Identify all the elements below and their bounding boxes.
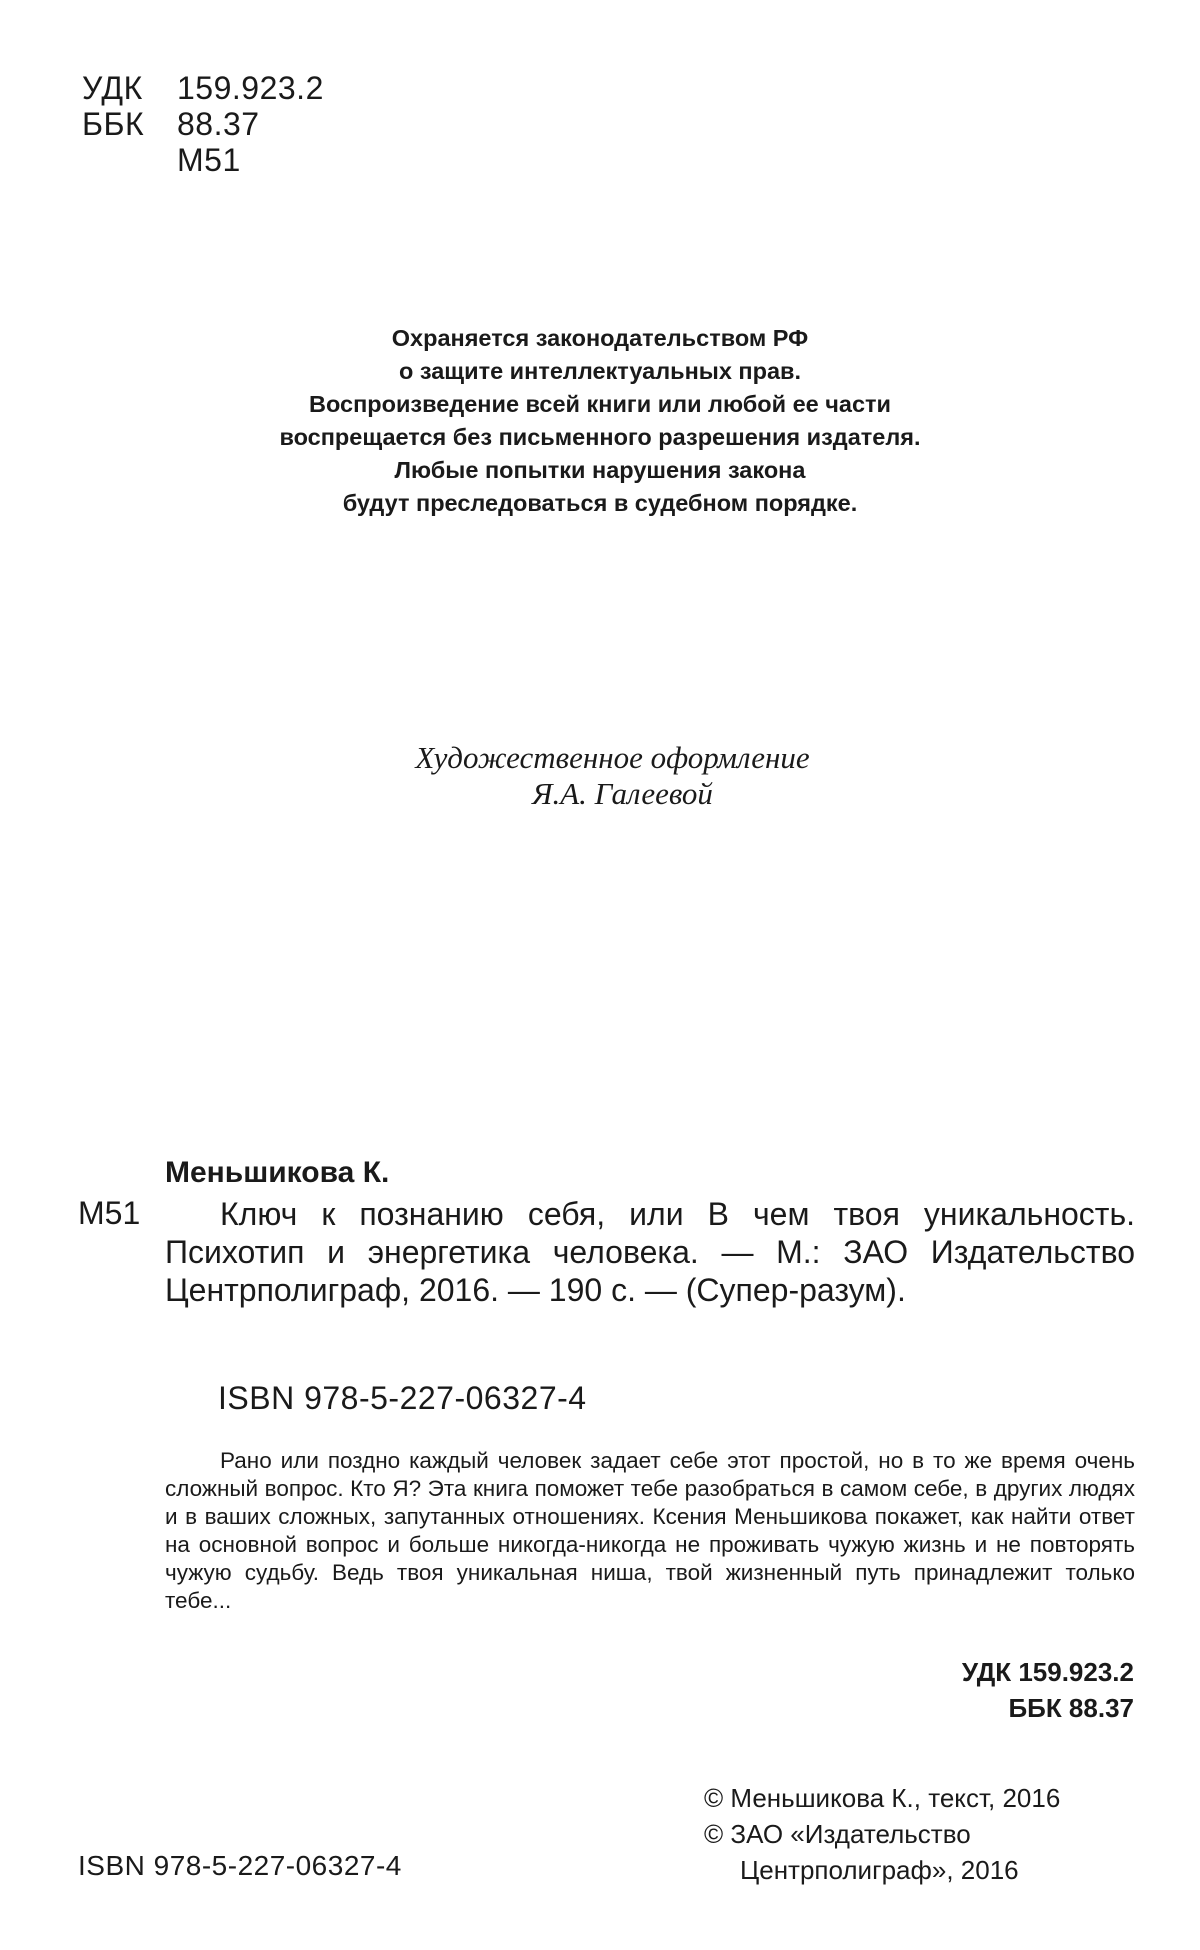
notice-line: Охраняется законодательством РФ: [391, 325, 809, 351]
copyright-publisher-cont: Центрполиграф», 2016: [740, 1855, 1019, 1885]
catalog-isbn: ISBN 978-5-227-06327-4: [218, 1380, 587, 1416]
notice-line: Любые попытки нарушения закона: [394, 457, 806, 483]
author-sign: М51: [177, 142, 241, 178]
copyright-holders: [704, 1780, 1060, 1888]
bbk-code: ББК 88.37: [1008, 1693, 1134, 1723]
catalog-code: М51: [78, 1195, 141, 1231]
annotation-text: Рано или поздно каждый человек задает себе этот простой, но в то же время очень сложный вопрос. Кто Я? Эта книга поможет тебе разобраться в самом себе, в других людях и в ваших сложных, запутанных отношениях. Ксения Меньшикова покажет, как найти ответ на основной вопрос и больше никогда-никогда не проживать чужую жизнь и не повторять чужую судьбу. Ведь твоя уникальная ниша, твой жизненный путь принадлежит только тебе...: [165, 1448, 1135, 1613]
classification-block: [962, 1654, 1134, 1726]
notice-line: будут преследоваться в судебном порядке.: [342, 490, 858, 516]
copyright-notice: [0, 322, 1200, 520]
bibliographic-description: [165, 1195, 1135, 1309]
footer-isbn: ISBN 978-5-227-06327-4: [78, 1850, 402, 1881]
notice-line: Воспроизведение всей книги или любой ее части: [309, 391, 891, 417]
annotation: [165, 1447, 1135, 1615]
bibliographic-text: Ключ к познанию себя, или В чем твоя уникальность. Психотип и энергетика человека. — М.: ЗАО Издательство Центрполиграф, 2016. — 190 с. — (Супер-разум).: [165, 1196, 1135, 1308]
design-credit-title: Художественное оформление: [415, 740, 810, 775]
udk-code: УДК 159.923.2: [961, 1657, 1134, 1687]
notice-line: воспрещается без письменного разрешения издателя.: [279, 424, 921, 450]
udk-value: 159.923.2: [177, 70, 324, 106]
copyright-author: © Меньшикова К., текст, 2016: [704, 1783, 1061, 1813]
copyright-publisher: © ЗАО «Издательство: [704, 1819, 971, 1849]
bbk-label: ББК: [82, 106, 145, 142]
udk-label: УДК: [82, 70, 143, 106]
catalog-author: Меньшикова К.: [165, 1156, 390, 1189]
notice-line: о защите интеллектуальных прав.: [398, 358, 802, 384]
design-credit-name: Я.А. Галеевой: [532, 776, 713, 811]
bbk-row: [82, 106, 324, 142]
bbk-value: 88.37: [177, 106, 260, 142]
design-credit: [0, 740, 1200, 812]
udk-row: [82, 70, 324, 106]
classification-codes: [82, 70, 324, 178]
